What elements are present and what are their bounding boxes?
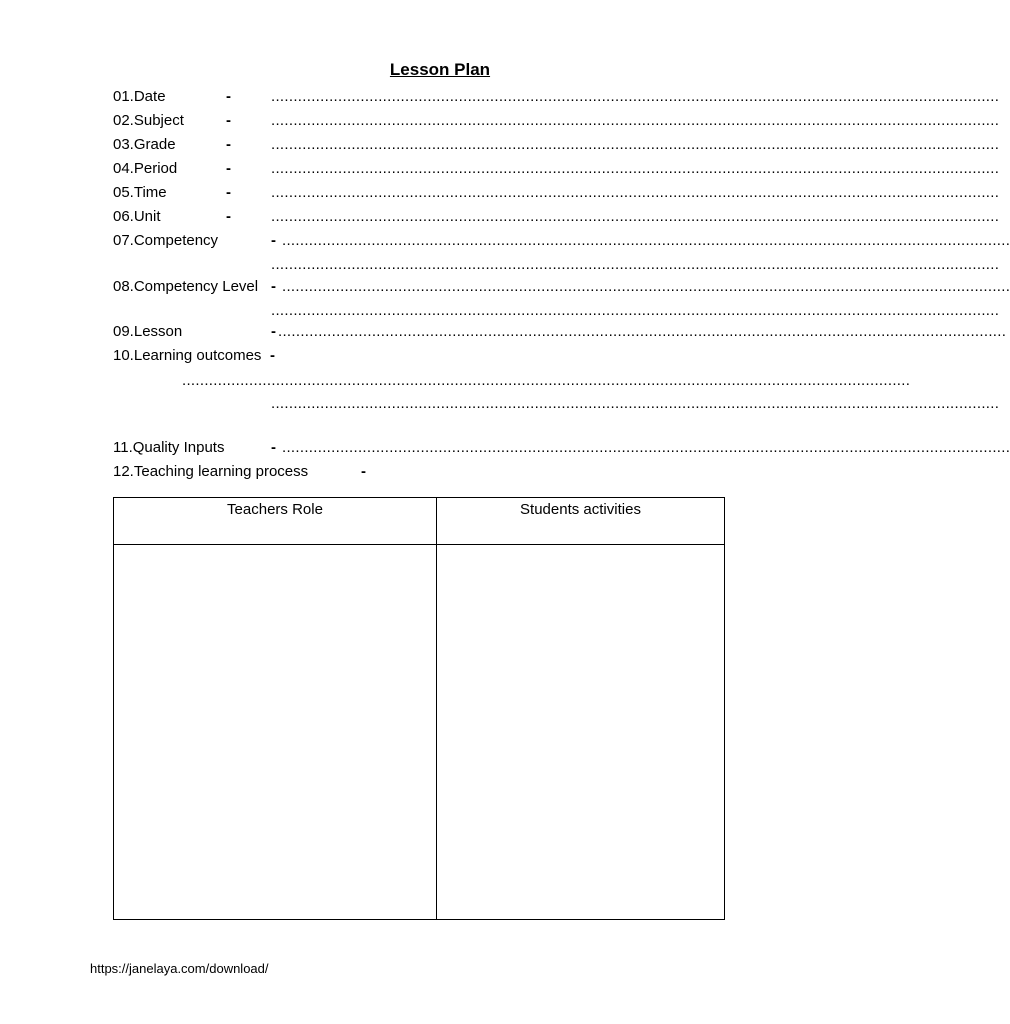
separator-dash: - [226,88,231,105]
separator-dash: - [226,136,231,153]
fill-line-grade[interactable]: ................................................................................................................................................................... [271,136,1000,153]
separator-dash: - [270,347,275,364]
fill-line-competency-level-2[interactable]: ................................................................................................................................................................... [271,302,1000,319]
fill-line-competency[interactable]: ................................................................................................................................................................... [282,232,1010,249]
field-label-teaching-process: 12.Teaching learning process [113,463,309,480]
fill-line-date[interactable]: ................................................................................................................................................................... [271,88,1000,105]
field-label-subject: 02.Subject [113,112,184,129]
fill-line-lesson[interactable]: ................................................................................................................................................................... [278,323,1007,340]
fill-line-competency-level[interactable]: ................................................................................................................................................................... [282,278,1010,295]
fill-line-unit[interactable]: ................................................................................................................................................................... [271,208,1000,225]
separator-dash: - [226,112,231,129]
header-teachers-role: Teachers Role [114,498,437,545]
page-title: Lesson Plan [389,60,491,79]
fill-line-period[interactable]: ................................................................................................................................................................... [271,160,1000,177]
separator-dash: - [271,439,276,456]
header-students-activities: Students activities [437,498,725,545]
separator-dash: - [226,208,231,225]
footer-url[interactable]: https://janelaya.com/download/ [90,961,269,976]
separator-dash: - [226,184,231,201]
separator-dash: - [271,278,276,295]
fill-line-time[interactable]: ................................................................................................................................................................... [271,184,1000,201]
separator-dash: - [271,323,276,340]
field-label-unit: 06.Unit [113,208,161,225]
separator-dash: - [226,160,231,177]
field-label-time: 05.Time [113,184,167,201]
fill-line-quality-inputs[interactable]: ................................................................................................................................................................... [282,439,1010,456]
fill-line-competency-2[interactable]: ................................................................................................................................................................... [271,256,1000,273]
field-label-lesson: 09.Lesson [113,323,183,340]
cell-teachers-role[interactable] [114,545,437,920]
field-label-period: 04.Period [113,160,178,177]
field-label-competency: 07.Competency [113,232,219,249]
table-row [114,545,725,920]
fill-line-learning-outcomes-2[interactable]: ................................................................................................................................................................... [271,395,1000,412]
field-label-grade: 03.Grade [113,136,176,153]
separator-dash: - [271,232,276,249]
cell-students-activities[interactable] [437,545,725,920]
separator-dash: - [361,463,366,480]
fill-line-subject[interactable]: ................................................................................................................................................................... [271,112,1000,129]
table-header-row [114,498,725,545]
field-label-competency-level: 08.Competency Level [113,278,259,295]
field-label-learning-outcomes: 10.Learning outcomes [113,347,262,364]
field-label-quality-inputs: 11.Quality Inputs [113,439,225,456]
teaching-process-table [113,497,725,920]
field-label-date: 01.Date [113,88,166,105]
fill-line-learning-outcomes[interactable]: ................................................................................................................................................................... [182,372,911,389]
